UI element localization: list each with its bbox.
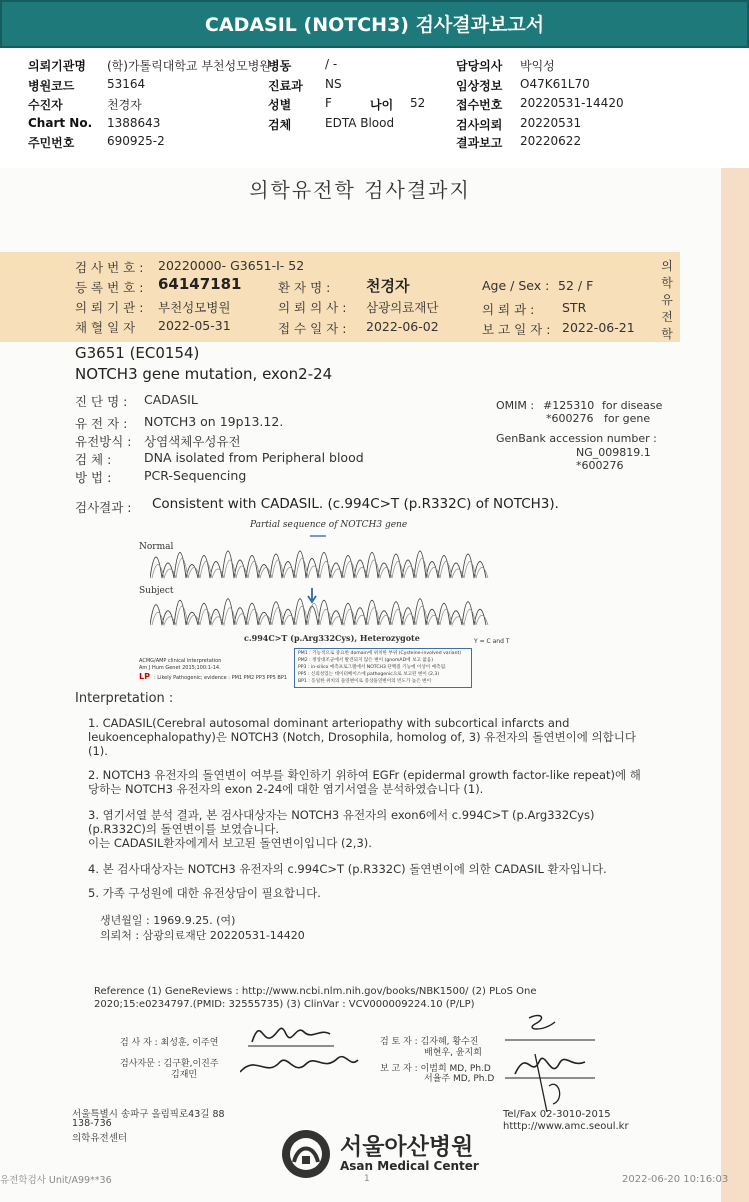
- header-label: 병원코드: [28, 79, 75, 93]
- org: 부천성모병원: [158, 300, 231, 315]
- vertical-char: 학: [661, 327, 673, 341]
- evidence-box: [294, 648, 472, 688]
- lp-text: : Likely Pathogenic; evidence : PM1 PM2 PP3 PP5 BP1: [154, 675, 288, 681]
- header-label: Chart No.: [28, 116, 93, 130]
- age-sex-label: Age / Sex :: [482, 278, 550, 293]
- header-value: 20220622: [520, 134, 582, 148]
- address: 서울특별시 송파구 올림픽로43길 88: [72, 1109, 225, 1120]
- evidence-line: PM1 : 기능적으로 중요한 domain에 위치한 부위 (Cysteine-involved variant): [298, 651, 462, 656]
- header-value: 천경자: [107, 98, 142, 112]
- receipt-date: 2022-06-02: [366, 319, 439, 334]
- reviewer-signature: [495, 1008, 605, 1118]
- department: 의학유전센터: [72, 1133, 128, 1144]
- omim-label: OMIM :: [496, 399, 535, 412]
- scan-title: 의학유전학 검사결과지: [249, 178, 471, 202]
- detail-label: 유전방식 :: [75, 434, 132, 449]
- birth-date: 생년월일 : 1969.9.25. (여): [100, 914, 236, 927]
- header-label: 진료과: [268, 79, 303, 93]
- genbank-1: NG_009819.1: [576, 446, 651, 459]
- page-edge: [721, 168, 749, 1202]
- evidence-line: PM2 : 정상대조군에서 발견되지 않은 변이 (gnomAD에 보고 없음): [298, 658, 434, 663]
- detail-label: 검 체 :: [75, 452, 112, 467]
- interpretation-item: 3. 염기서열 분석 결과, 본 검사대상자는 NOTCH3 유전자의 exon6에서 c.994C>T (p.Arg332Cys) (p.R332C)의 돌연변이를 보였습니다.: [88, 808, 595, 836]
- reg-no-label: 등 록 번 호 :: [75, 280, 144, 295]
- result-text: Consistent with CADASIL. (c.994C>T (p.R332C) of NOTCH3).: [152, 496, 559, 512]
- genbank-2: *600276: [576, 459, 624, 472]
- tester: 검 사 자 : 최성훈, 이주연: [120, 1038, 219, 1048]
- detail-value: DNA isolated from Peripheral blood: [144, 450, 364, 465]
- detail-label: 진 단 명 :: [75, 394, 128, 409]
- test-name: NOTCH3 gene mutation, exon2-24: [75, 365, 333, 383]
- hospital-name-kr: 서울아산병원: [340, 1134, 474, 1160]
- header-value: 20220531-14420: [520, 96, 624, 110]
- omim-disease-note: for disease: [602, 399, 663, 412]
- header-value: 20220531: [520, 116, 582, 130]
- doctor: 삼광의료재단: [366, 300, 439, 315]
- footer-timestamp: 2022-06-20 10:16:03: [622, 1174, 729, 1185]
- header-label: 의뢰기관명: [28, 59, 86, 73]
- collect-label: 채 혈 일 자: [75, 320, 136, 335]
- reviewer: 검 토 자 : 김자혜, 황수진: [380, 1037, 479, 1047]
- collect-date: 2022-05-31: [158, 318, 231, 333]
- omim-gene: *600276: [546, 412, 594, 425]
- reference-line: 2020;15:e0234797.(PMID: 32555735) (3) ClinVar : VCV000009224.10 (P/LP): [94, 999, 475, 1010]
- evidence-line: PP5 : 신뢰성있는 데이터베이스에 pathogenic으로 보고된 변이 (2,3): [298, 672, 440, 677]
- reporter-2: 서율주 MD, Ph.D: [424, 1074, 495, 1084]
- detail-value: 상염색체우성유전: [144, 434, 241, 449]
- header-label: 담당의사: [456, 59, 503, 73]
- header-label: 병동: [268, 59, 292, 73]
- evidence-line: PP3 : in-silico 예측프로그램에서 NOTCH3 단백질 기능에 이상이 예측됨.: [298, 665, 447, 670]
- vertical-label: [655, 258, 679, 343]
- reviewer-2: 배현우, 윤지희: [424, 1048, 482, 1058]
- header-label: 검사의뢰: [456, 118, 503, 132]
- result-label: 검사결과 :: [75, 500, 132, 515]
- acmg-line: ACMG/AMP clinical interpretation: [139, 658, 222, 664]
- scanned-report: [0, 168, 749, 1202]
- dept: STR: [562, 300, 587, 315]
- receipt-label: 접 수 일 자 :: [278, 321, 347, 336]
- interpretation-item: 2. NOTCH3 유전자의 돌연변이 여부를 확인하기 위하여 EGFr (epidermal growth factor-like repeat)에 해당하는 NOTCH3 유전자의 exon 2-24에 대한 염기서열을 분석하였습니다 (1).: [88, 768, 641, 796]
- header-value: 1388643: [107, 116, 161, 130]
- header-value: F: [325, 96, 332, 110]
- header-value: O47K61L70: [520, 77, 590, 91]
- header-label: 검체: [268, 118, 292, 132]
- patient-name: 천경자: [366, 277, 410, 295]
- vertical-char: 의: [661, 259, 673, 273]
- genbank-label: GenBank accession number :: [496, 432, 657, 445]
- figure-title: Partial sequence of NOTCH3 gene: [250, 520, 408, 530]
- consultant-2: 김재민: [171, 1070, 198, 1080]
- header-value: / -: [325, 57, 338, 71]
- asan-foundation-emblem: [280, 1128, 332, 1180]
- reporter: 보 고 자 : 이범희 MD, Ph.D: [380, 1064, 491, 1074]
- header-label: 수진자: [28, 98, 63, 112]
- interpretation-item: 1. CADASIL(Cerebral autosomal dominant arteriopathy with subcortical infarcts and leukoencephalopathy)은 NOTCH3 (Notch, Drosophila, homolog of, 3) 유전자의 돌연변이에 의합니다 (1).: [88, 716, 636, 758]
- interpretation-title: Interpretation :: [75, 691, 174, 706]
- detail-value: PCR-Sequencing: [144, 468, 247, 483]
- evidence-line: BP1 : 동일한 위치의 돌연변이로 증상돌연변이의 빈도가 높은 변이: [298, 679, 432, 684]
- header-value: EDTA Blood: [325, 116, 395, 130]
- patient-label: 환 자 명 :: [278, 280, 331, 295]
- normal-label: Normal: [139, 542, 174, 552]
- header-label: 주민번호: [28, 136, 75, 150]
- detail-value: NOTCH3 on 19p13.12.: [144, 414, 284, 429]
- vertical-char: 학: [661, 276, 673, 290]
- website: htttp://www.amc.seoul.kr: [503, 1121, 629, 1132]
- page-number: 1: [364, 1174, 370, 1184]
- variant-caption: c.994C>T (p.Arg332Cys), Heterozygote: [244, 633, 420, 643]
- lp-mark: LP: [139, 672, 150, 681]
- vertical-char: 전: [661, 310, 673, 324]
- chromatogram: [150, 530, 490, 630]
- omim-gene-note: for gene: [604, 412, 651, 425]
- tel-fax: Tel/Fax 02-3010-2015: [503, 1109, 611, 1120]
- header-label: 결과보고: [456, 136, 503, 150]
- footer-unit: 유전학검사 Unit/A99**36: [0, 1175, 112, 1186]
- referrer: 의뢰처 : 삼광의료재단 20220531-14420: [100, 929, 305, 942]
- doctor-label: 의 뢰 의 사 :: [278, 300, 347, 315]
- report-label: 보 고 일 자 :: [482, 322, 551, 337]
- reg-no: 64147181: [158, 275, 242, 293]
- dept-label: 의 뢰 과 :: [482, 302, 535, 317]
- interpretation-item: 4. 본 검사대상자는 NOTCH3 유전자의 c.994C>T (p.R332C) 돌연변이에 의한 CADASIL 환자입니다.: [88, 862, 607, 876]
- header-value: 690925-2: [107, 134, 165, 148]
- header-label: 성별: [268, 98, 292, 112]
- interpretation-item: 5. 가족 구성원에 대한 유전상담이 필요합니다.: [88, 886, 321, 900]
- report-title: CADASIL (NOTCH3) 검사결과보고서: [0, 0, 749, 48]
- acmg-ref: Am J Hum Genet 2015;100:1-14.: [139, 665, 221, 671]
- detail-label: 방 법 :: [75, 470, 112, 485]
- hospital-logo: [280, 1128, 332, 1184]
- header-label: 나이: [370, 98, 394, 112]
- tester-signature: [240, 1010, 370, 1090]
- header-value: 53164: [107, 77, 146, 91]
- subject-label: Subject: [139, 586, 174, 596]
- vertical-char: 유: [661, 293, 673, 307]
- header-label: 접수번호: [456, 98, 503, 112]
- header-value: 52: [410, 96, 426, 110]
- detail-label: 유 전 자 :: [75, 416, 128, 431]
- postcode: 138-736: [72, 1118, 112, 1129]
- header-value: NS: [325, 77, 342, 91]
- age-sex: 52 / F: [558, 278, 594, 293]
- header-value: (학)가톨릭대학교 부천성모병원: [107, 59, 271, 73]
- header-value: 박익성: [520, 59, 555, 73]
- y-code: Y = C and T: [474, 638, 510, 645]
- test-no: 20220000- G3651-I- 52: [158, 258, 305, 273]
- consultant: 검사자문 : 김구환,이진주: [120, 1059, 219, 1069]
- test-no-label: 검 사 번 호 :: [75, 260, 144, 275]
- org-label: 의 뢰 기 관 :: [75, 300, 144, 315]
- reference-line: Reference (1) GeneReviews : http://www.ncbi.nlm.nih.gov/books/NBK1500/ (2) PLoS One: [94, 986, 537, 997]
- header-label: 임상정보: [456, 79, 503, 93]
- report-date: 2022-06-21: [562, 320, 635, 335]
- hospital-name-en: Asan Medical Center: [340, 1159, 479, 1173]
- detail-value: CADASIL: [144, 392, 198, 407]
- test-code: G3651 (EC0154): [75, 344, 200, 362]
- interpretation-item: 이는 CADASIL환자에게서 보고된 돌연변이입니다 (2,3).: [88, 836, 372, 850]
- omim-disease: #125310: [543, 399, 595, 412]
